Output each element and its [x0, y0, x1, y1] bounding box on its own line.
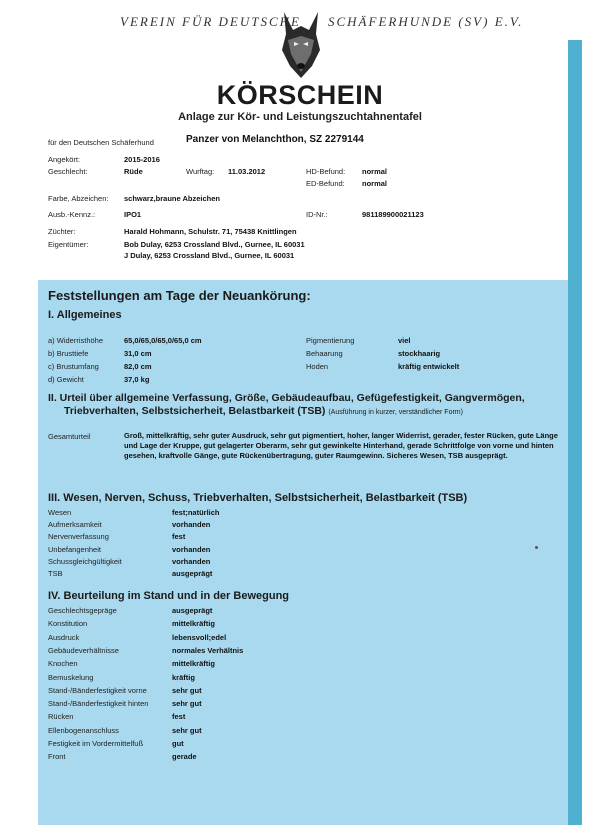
- bewegung-value: ausgeprägt: [172, 606, 213, 615]
- farbe-label: Farbe, Abzeichen:: [48, 194, 109, 203]
- bewegung-row: [48, 712, 568, 724]
- bewegung-value: sehr gut: [172, 685, 202, 695]
- wesen-label: Unbefangenheit: [48, 544, 101, 554]
- brustumfang-label: c) Brustumfang: [48, 362, 99, 371]
- wesen-row: [48, 520, 568, 532]
- bewegung-value: normales Verhältnis: [172, 645, 244, 655]
- ausb-label: Ausb.-Kennz.:: [48, 210, 96, 219]
- wurftag-value: 11.03.2012: [228, 167, 266, 176]
- idnr-value: 981189900021123: [362, 210, 424, 219]
- wesen-heading: III. Wesen, Nerven, Schuss, Triebverhalten, Selbstsicherheit, Belastbarkeit (TSB): [48, 492, 468, 504]
- bewegung-label: Bemuskelung: [48, 672, 94, 682]
- allgemeines-heading: I. Allgemeines: [48, 309, 122, 321]
- bewegung-label: Ellenbogenanschluss: [48, 725, 119, 735]
- bewegung-heading: IV. Beurteilung im Stand und in der Bewegung: [48, 590, 290, 602]
- eigentumer-label: Eigentümer:: [48, 240, 89, 249]
- zuchter-value: Harald Hohmann, Schulstr. 71, 75438 Knittlingen: [124, 227, 297, 236]
- bewegung-label: Geschlechtsgepräge: [48, 606, 117, 615]
- dog-name: Panzer von Melanchthon, SZ 2279144: [186, 134, 364, 145]
- ausb-value: IPO1: [124, 210, 142, 219]
- side-stripe: [568, 40, 582, 825]
- ed-value: normal: [362, 179, 388, 188]
- gesamturteil-label: Gesamturteil: [48, 432, 91, 441]
- idnr-label: ID-Nr.:: [306, 210, 328, 219]
- bewegung-value: sehr gut: [172, 699, 202, 709]
- wesen-value: vorhanden: [172, 520, 211, 530]
- farbe-value: schwarz,braune Abzeichen: [124, 194, 220, 203]
- org-name-left: VEREIN FÜR DEUTSCHE: [120, 14, 301, 29]
- wesen-label: Wesen: [48, 508, 72, 517]
- wesen-label: Schussgleichgültigkeit: [48, 556, 122, 566]
- behaarung-value: stockhaarig: [398, 349, 441, 358]
- bewegung-row: [48, 619, 568, 631]
- for-label: für den Deutschen Schäferhund: [48, 138, 154, 147]
- zuchter-label: Züchter:: [48, 227, 76, 236]
- bewegung-value: fest: [172, 712, 186, 722]
- widerrist-value: 65,0/65,0/65,0/65,0 cm: [124, 336, 202, 345]
- angekort-value: 2015-2016: [124, 155, 160, 164]
- behaarung-label: Behaarung: [306, 349, 343, 358]
- wesen-value: vorhanden: [172, 544, 211, 554]
- bewegung-row: [48, 699, 568, 711]
- bewegung-label: Ausdruck: [48, 632, 80, 642]
- bewegung-value: kräftig: [172, 672, 195, 682]
- bewegung-label: Konstitution: [48, 619, 88, 629]
- wesen-row: [48, 545, 568, 557]
- wesen-row: [48, 508, 568, 520]
- dog-info-box: [38, 128, 568, 280]
- bewegung-value: gut: [172, 739, 184, 748]
- bewegung-value: lebensvoll;edel: [172, 632, 227, 642]
- bewegung-row: [48, 739, 568, 751]
- urteil-heading-note: (Ausführung in kurzer, verständlicher Form): [328, 409, 463, 416]
- brustumfang-value: 82,0 cm: [124, 362, 152, 371]
- pigment-value: viel: [398, 336, 411, 345]
- bewegung-row: [48, 646, 568, 658]
- org-name-right: SCHÄFERHUNDE (SV) E.V.: [328, 14, 524, 29]
- hd-value: normal: [362, 167, 388, 176]
- bewegung-row: [48, 686, 568, 698]
- bewegung-label: Knochen: [48, 659, 78, 669]
- bewegung-row: [48, 606, 568, 618]
- bewegung-row: [48, 659, 568, 671]
- bewegung-label: Stand-/Bänderfestigkeit vorne: [48, 685, 147, 695]
- geschlecht-value: Rüde: [124, 167, 143, 176]
- gewicht-value: 37,0 kg: [124, 375, 150, 384]
- wesen-row: [48, 532, 568, 544]
- wesen-value: vorhanden: [172, 556, 211, 566]
- urteil-heading-text: Triebverhalten, Selbstsicherheit, Belastbarkeit (TSB): [64, 405, 326, 417]
- urteil-heading-line1: II. Urteil über allgemeine Verfassung, Größe, Gebäudeaufbau, Gefügefestigkeit, Gangvermögen,: [48, 392, 525, 404]
- bewegung-label: Stand-/Bänderfestigkeit hinten: [48, 699, 149, 709]
- brusttiefe-value: 31,0 cm: [124, 349, 152, 358]
- eigentumer-value-2: J Dulay, 6253 Crossland Blvd., Gurnee, IL 60031: [124, 251, 295, 260]
- bewegung-row: [48, 673, 568, 685]
- german-shepherd-head-icon: [278, 10, 324, 80]
- gewicht-label: d) Gewicht: [48, 375, 84, 384]
- wesen-label: TSB: [48, 569, 63, 578]
- bewegung-value: sehr gut: [172, 725, 202, 735]
- bewegung-row: [48, 726, 568, 738]
- wesen-value: fest: [172, 532, 186, 542]
- hd-label: HD-Befund:: [306, 167, 346, 176]
- wesen-label: Aufmerksamkeit: [48, 520, 102, 530]
- angekort-label: Angekört:: [48, 155, 81, 164]
- geschlecht-label: Geschlecht:: [48, 167, 88, 176]
- widerrist-label: a) Widerristhöhe: [48, 336, 104, 345]
- scan-mark: [535, 546, 538, 549]
- feststellungen-heading: Feststellungen am Tage der Neuankörung:: [48, 288, 311, 303]
- bewegung-value: mittelkräftig: [172, 659, 215, 669]
- bewegung-label: Festigkeit im Vordermittelfuß: [48, 739, 144, 748]
- pigment-label: Pigmentierung: [306, 336, 355, 345]
- gesamturteil-text: Groß, mittelkräftig, sehr guter Ausdruck, sehr gut pigmentiert, hoher, langer Widerrist, gerader, fester Rücken, gute Länge und Lage der Kruppe, gut gelagerter Oberarm, sehr gut gewinkelte Hinterhand, gerade Schrittfolge von vorne und hinten gesehen, kraftvolle Gänge, gute Rückenübertragung, guter Raumgewinn. Sicheres Wesen, TSB ausgeprägt.: [124, 431, 558, 460]
- bewegung-label: Rücken: [48, 712, 74, 722]
- bewegung-value: mittelkräftig: [172, 619, 215, 629]
- page-subtitle: Anlage zur Kör- und Leistungszuchtahnentafel: [178, 111, 422, 123]
- wesen-row: [48, 557, 568, 569]
- hoden-value: kräftig entwickelt: [398, 362, 460, 371]
- hoden-label: Hoden: [306, 362, 329, 371]
- wesen-value: fest;natürlich: [172, 508, 220, 517]
- bewegung-label: Gebäudeverhältnisse: [48, 645, 119, 655]
- bewegung-value: gerade: [172, 752, 197, 762]
- wesen-value: ausgeprägt: [172, 569, 213, 578]
- ed-label: ED-Befund:: [306, 179, 345, 188]
- bewegung-row: [48, 752, 568, 764]
- wesen-row: [48, 569, 568, 581]
- wurftag-label: Wurftag:: [186, 167, 215, 176]
- eigentumer-value-1: Bob Dulay, 6253 Crossland Blvd., Gurnee, IL 60031: [124, 240, 305, 249]
- page-title: KÖRSCHEIN: [216, 80, 384, 110]
- bewegung-row: [48, 633, 568, 645]
- urteil-heading-line2: [64, 405, 463, 417]
- brusttiefe-label: b) Brusttiefe: [48, 349, 89, 358]
- wesen-label: Nervenverfassung: [48, 532, 109, 542]
- bewegung-label: Front: [48, 752, 66, 762]
